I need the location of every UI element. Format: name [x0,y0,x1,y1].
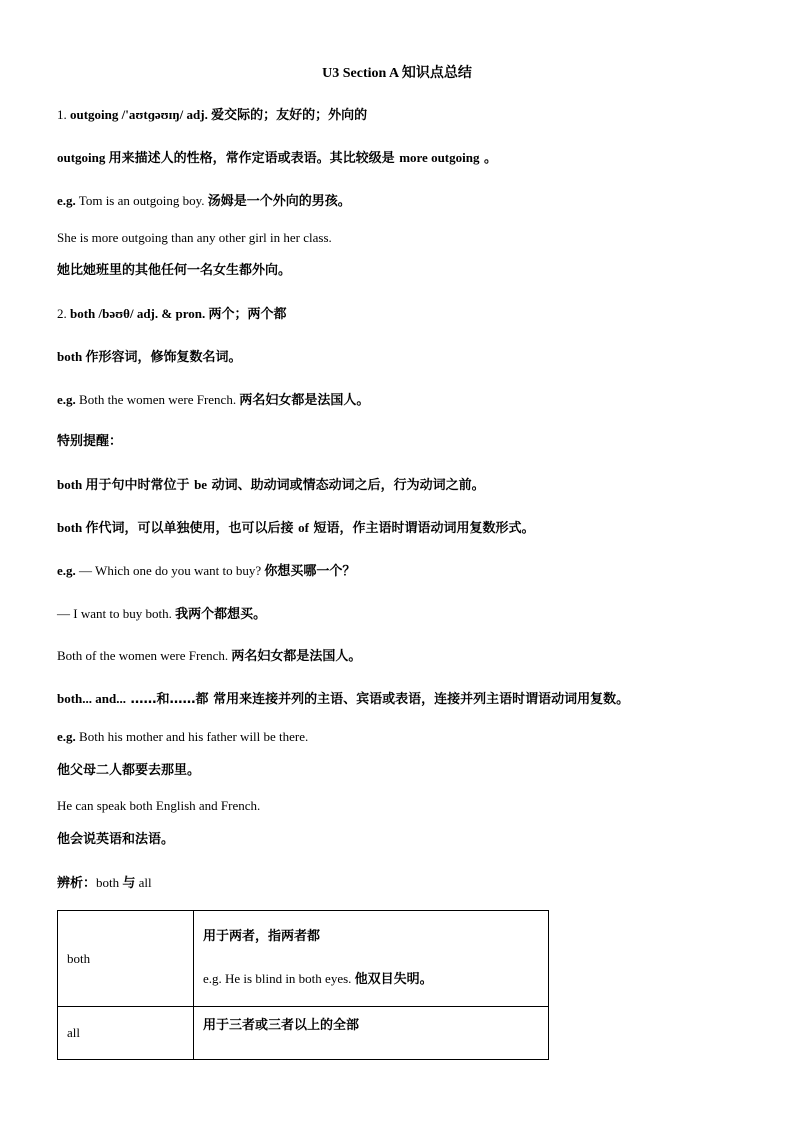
keyword: both [57,477,86,492]
keyword: more outgoing [399,150,480,165]
example-en: e.g. He is blind in both eyes. [203,971,355,986]
example-en: Both his mother and his father will be there. [75,729,309,744]
example-both-and-1 [57,728,308,746]
example-en: Tom is an outgoing boy. [75,193,208,208]
item-number: 1. [57,107,70,122]
table-cell-definition [194,911,549,1007]
table-row [58,1007,549,1060]
eg-label: e.g. [57,563,76,578]
usage-text: 动词、助动词或情态动词之后，行为动词之前。 [207,478,485,493]
eg-label: e.g. [57,392,76,407]
page-title: U3 Section A 知识点总结 [322,66,472,81]
definition-both: 两个；两个都 [208,307,287,322]
usage-text: 短语，作主语时谓语动词用复数形式。 [308,521,535,536]
special-note-heading: 特别提醒： [57,434,123,449]
keyword: of [298,520,309,535]
vocab-both-heading [57,305,286,324]
headword-outgoing: outgoing /'aʊtɡəʊɪŋ/ adj. [70,107,212,122]
both-pron-note [57,519,534,538]
comparison-heading [57,874,152,893]
table-cell-definition [194,1007,549,1060]
usage-text: 作形容词，修饰复数名词。 [85,350,242,365]
usage-text: ……和……都 [126,692,214,707]
example-cn: 你想买哪一个？ [264,564,356,579]
example-both-and-1-cn: 他父母二人都要去那里。 [57,763,201,778]
example-both-1 [57,391,369,410]
usage-text: 与 [122,876,136,891]
example-outgoing-1 [57,192,351,211]
usage-text: 作代词，可以单独使用，也可以后接 [85,521,299,536]
example-cn: 汤姆是一个外向的男孩。 [207,194,351,209]
example-outgoing-2-cn: 她比她班里的其他任何一名女生都外向。 [57,263,292,278]
headword-both: both /bəʊθ/ adj. & pron. [70,306,209,321]
example-en: — I want to buy both. [57,606,176,621]
vocab-outgoing-heading [57,106,367,125]
example-both-2 [57,562,355,581]
keyword: both [96,875,123,890]
both-position-note [57,476,485,495]
example-both-and-2-en: He can speak both English and French. [57,798,261,813]
definition-text: 用于两者，指两者都 [203,929,321,944]
both-adj-usage [57,348,242,367]
example-cn: 他双目失明。 [354,972,433,987]
comparison-table [57,910,549,1060]
example-both-and-2-cn: 他会说英语和法语。 [57,832,175,847]
example-outgoing-2-en: She is more outgoing than any other girl in her class. [57,230,332,245]
table-row [58,911,549,1007]
table-cell-word: both [58,911,194,1007]
usage-text: 用于句中时常位于 [85,478,195,493]
eg-label: e.g. [57,729,76,744]
keyword: outgoing [57,150,109,165]
eg-label: e.g. [57,193,76,208]
usage-text: 用来描述人的性格，常作定语或表语。其比较级是 [108,151,400,166]
both-and-note [57,690,629,709]
example-both-3 [57,605,266,624]
example-both-4 [57,647,361,666]
example-en: — Which one do you want to buy? [75,563,265,578]
keyword: be [194,477,208,492]
example-line [203,970,539,989]
keyword: both [57,349,86,364]
item-number: 2. [57,306,70,321]
example-en: Both of the women were French. [57,648,232,663]
table-cell-word: all [58,1007,194,1060]
example-cn: 我两个都想买。 [175,607,267,622]
outgoing-usage [57,149,497,168]
definition-text: 用于三者或三者以上的全部 [203,1018,360,1033]
usage-text: 。 [479,151,498,166]
example-cn: 两名妇女都是法国人。 [239,393,370,408]
example-cn: 两名妇女都是法国人。 [231,649,362,664]
keyword: both... and... [57,691,126,706]
keyword: all [135,875,152,890]
example-en: Both the women were French. [75,392,240,407]
keyword: both [57,520,86,535]
usage-text: 常用来连接并列的主语、宾语或表语，连接并列主语时谓语动词用复数。 [213,692,630,707]
definition-outgoing: 爱交际的；友好的；外向的 [211,108,368,123]
comparison-label: 辨析： [57,876,97,891]
